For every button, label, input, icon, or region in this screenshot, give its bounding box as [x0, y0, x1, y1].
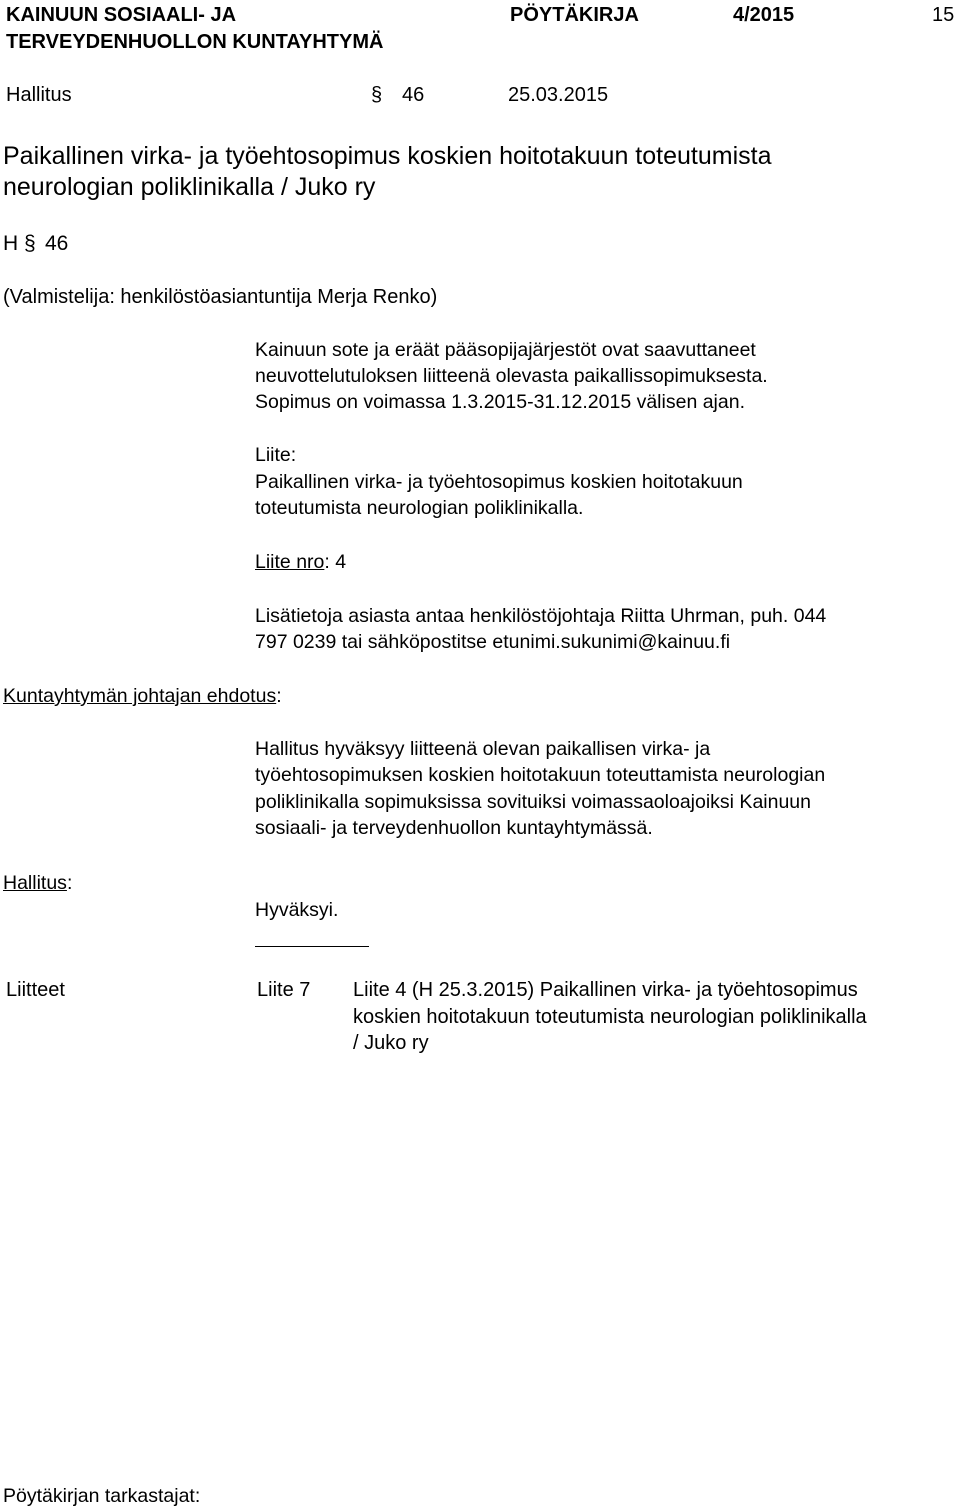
doc-type: PÖYTÄKIRJA	[510, 4, 639, 26]
org-name-line1: KAINUUN SOSIAALI- JA	[6, 4, 237, 26]
decision-label-colon: :	[66, 872, 73, 894]
attachment-line2: toteutumista neurologian poliklinikalla.	[255, 497, 584, 519]
intro-line3: Sopimus on voimassa 1.3.2015-31.12.2015 välisen ajan.	[255, 391, 745, 413]
meeting-body: Hallitus	[6, 84, 72, 106]
page-title-line1: Paikallinen virka- ja työehtosopimus koskien hoitotakuun toteutumista	[3, 142, 772, 170]
attachments-item-id: Liite 7	[257, 979, 311, 1001]
attachment-number-value: : 4	[324, 551, 347, 573]
attachment-line1: Paikallinen virka- ja työehtosopimus koskien hoitotakuun	[255, 471, 743, 493]
attachment-number	[255, 550, 346, 575]
ref-prefix: H	[3, 232, 19, 255]
attachments-line1: Liite 4 (H 25.3.2015) Paikallinen virka- ja työehtosopimus	[353, 979, 858, 1001]
contact-line2: 797 0239 tai sähköpostitse etunimi.sukunimi@kainuu.fi	[255, 631, 731, 653]
meeting-date: 25.03.2015	[508, 84, 609, 106]
ref-symbol: §	[24, 232, 36, 255]
page-title-line2: neurologian poliklinikalla / Juko ry	[3, 173, 376, 201]
attachment-number-label: Liite nro	[255, 551, 325, 573]
proposal-label	[3, 684, 282, 709]
org-name-line2: TERVEYDENHUOLLON KUNTAYHTYMÄ	[6, 31, 384, 53]
decision-label-text: Hallitus	[3, 872, 67, 894]
proposal-line4: sosiaali- ja terveydenhuollon kuntayhtymässä.	[255, 817, 653, 839]
proposal-line3: poliklinikalla sopimuksissa sovituiksi voimassaoloajoiksi Kainuun	[255, 791, 811, 813]
intro-line1: Kainuun sote ja eräät pääsopijajärjestöt ovat saavuttaneet	[255, 339, 756, 361]
decision-text: Hyväksyi.	[255, 899, 339, 921]
attachments-line2: koskien hoitotakuun toteutumista neurologian poliklinikalla	[353, 1006, 867, 1028]
proposal-label-text: Kuntayhtymän johtajan ehdotus	[3, 685, 277, 707]
decision-divider	[255, 946, 369, 947]
attachments-label: Liitteet	[6, 979, 65, 1001]
proposal-line2: työehtosopimuksen koskien hoitotakuun toteuttamista neurologian	[255, 764, 826, 786]
attachments-line3: / Juko ry	[353, 1032, 429, 1054]
page-number: 15	[932, 4, 955, 26]
attachment-label: Liite:	[255, 444, 297, 466]
preparer-note: (Valmistelija: henkilöstöasiantuntija Merja Renko)	[3, 286, 438, 308]
footer-reviewers-label: Pöytäkirjan tarkastajat:	[3, 1485, 201, 1507]
ref-number: 46	[45, 232, 69, 255]
proposal-line1: Hallitus hyväksyy liitteenä olevan paikallisen virka- ja	[255, 738, 711, 760]
section-symbol: §	[371, 84, 383, 106]
decision-label	[3, 871, 72, 896]
doc-number: 4/2015	[733, 4, 795, 26]
proposal-label-colon: :	[276, 685, 282, 707]
section-number: 46	[402, 84, 425, 106]
intro-line2: neuvottelutuloksen liitteenä olevasta paikallissopimuksesta.	[255, 365, 768, 387]
contact-line1: Lisätietoja asiasta antaa henkilöstöjohtaja Riitta Uhrman, puh. 044	[255, 605, 827, 627]
